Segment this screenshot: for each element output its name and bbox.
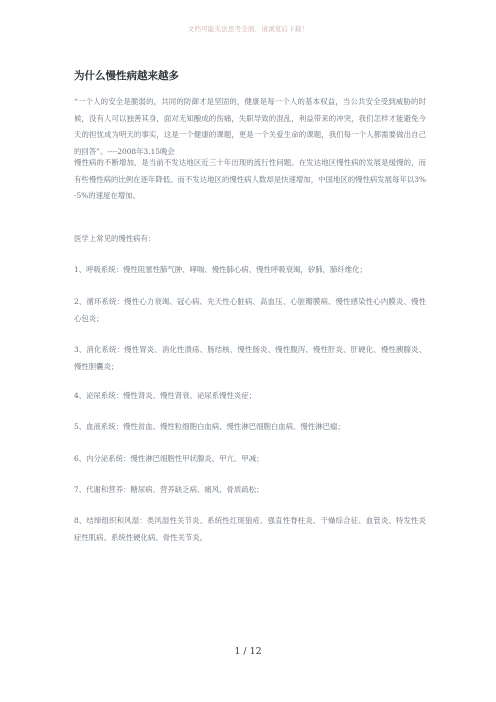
page-indicator: 1 / 12 bbox=[234, 646, 262, 657]
list-item-metabolic: 7、代谢和营养：糖尿病、营养缺乏病、痛风、骨质疏松； bbox=[74, 485, 264, 494]
list-item-connective-tissue: 8、结缔组织和风湿：类风湿性关节炎、系统性红斑狼疮、强直性脊柱炎、干燥综合征、血管炎、特发性炎症性肌病、系统性硬化病、骨性关节炎。 bbox=[74, 516, 426, 542]
list-item-endocrine: 6、内分泌系统：慢性淋巴细胞性甲状腺炎、甲亢、甲减； bbox=[74, 454, 264, 463]
common-diseases-heading: 医学上常见的慢性病有： bbox=[74, 234, 156, 243]
list-item-circulatory: 2、循环系统：慢性心力衰竭、冠心病、先天性心脏病、高血压、心脏瓣膜病、慢性感染性心内膜炎、慢性心包炎； bbox=[74, 297, 426, 323]
list-item-digestive: 3、消化系统：慢性胃炎、消化性溃疡、肠结核、慢性肠炎、慢性腹泻、慢性肝炎、肝硬化、慢性胰腺炎、慢性胆囊炎； bbox=[74, 345, 426, 371]
document-title: 为什么慢性病越来越多 bbox=[74, 70, 179, 82]
quote-paragraph: “一个人的安全是脆弱的，共同的防御才是坚固的，健康是每一个人的基本权益，当公共安全受到威胁的时候，没有人可以独善其身，面对无知酿成的伤痛，失职导致的混乱，利益带来的冲突，我们怎样才能避免今天的担忧成为明天的事实，这是一个健康的课题，更是一个关爱生命的课题，我们每一个人都需要做出自己的回答”。----2008年3.15晚会 bbox=[74, 97, 426, 156]
watermark-notice: 文档可能无法思考全面，请浏览后下载！ bbox=[187, 25, 309, 33]
list-item-respiratory: 1、呼吸系统：慢性阻塞性肺气肿、哮喘、慢性肺心病、慢性呼吸衰竭，矽肺，肺纤维化； bbox=[74, 265, 367, 274]
list-item-urinary: 4、泌尿系统：慢性肾炎、慢性肾衰、泌尿系慢性炎症； bbox=[74, 391, 257, 400]
intro-paragraph: 慢性病的不断增加，是当前不发达地区近三十年出现的流行性问题。在发达地区慢性病的发展是缓慢的，而有些慢性病的比例在逐年降低。而不发达地区的慢性病人数却是快速增加，中国地区的慢性病发展每年以3%-5%的速度在增加。 bbox=[74, 158, 426, 200]
list-item-blood: 5、血液系统：慢性贫血、慢性粒细胞白血病、慢性淋巴细胞白血病、慢性淋巴瘤； bbox=[74, 422, 345, 431]
